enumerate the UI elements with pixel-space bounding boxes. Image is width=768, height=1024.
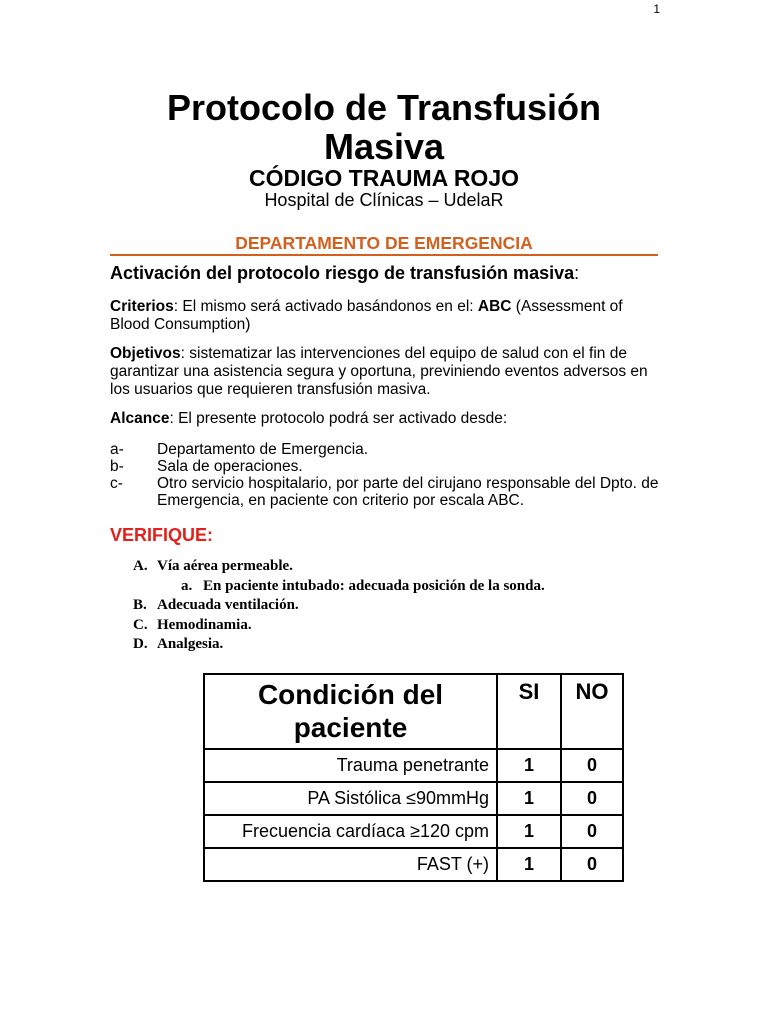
- table-header-row: [205, 675, 622, 748]
- document-title: [0, 88, 768, 166]
- alcance-list: [110, 441, 664, 509]
- activation-heading: [110, 263, 670, 283]
- checklist-text: Hemodinamia.: [157, 616, 252, 633]
- table-row: [205, 781, 622, 814]
- alcance-label: Alcance: [110, 410, 170, 427]
- criterios-label: Criterios: [110, 298, 174, 315]
- checklist-marker: B.: [133, 597, 147, 613]
- section-divider: [110, 254, 658, 256]
- checklist-text: En paciente intubado: adecuada posición de la sonda.: [203, 577, 545, 594]
- column-header-yes: SI: [496, 675, 560, 748]
- no-score-cell: 0: [560, 783, 622, 814]
- table-row: [205, 814, 622, 847]
- page-number: 1: [653, 2, 660, 16]
- checklist-marker: a.: [181, 577, 193, 594]
- list-item: [110, 458, 664, 475]
- verifique-checklist: [110, 557, 630, 655]
- checklist-text: Adecuada ventilación.: [157, 597, 299, 613]
- no-score-cell: 0: [560, 816, 622, 847]
- checklist-text: Analgesia.: [157, 636, 224, 652]
- activation-heading-colon: :: [574, 263, 580, 283]
- checklist-item: [110, 635, 630, 655]
- objetivos-label: Objetivos: [110, 345, 181, 362]
- alcance-paragraph: [110, 410, 660, 428]
- title-line-1: Protocolo de Transfusión: [166, 87, 602, 128]
- abc-term: ABC: [477, 298, 512, 315]
- list-marker: b-: [110, 458, 124, 475]
- objetivos-text: : sistematizar las intervenciones del equipo de salud con el fin de garantizar una asistencia segura y oportuna, previniendo eventos adversos en los usuarios que requieren transfusión masiva.: [110, 345, 648, 398]
- list-item-text: Departamento de Emergencia.: [157, 441, 369, 458]
- list-item: [110, 475, 664, 509]
- criterios-text-end: (Assessment of Blood Consumption): [110, 298, 623, 333]
- list-marker: a-: [110, 441, 124, 458]
- activation-heading-text: Activación del protocolo riesgo de transfusión masiva: [110, 263, 575, 283]
- checklist-item: [110, 557, 630, 577]
- condition-cell: FAST (+): [416, 854, 489, 874]
- alcance-text: : El presente protocolo podrá ser activado desde:: [169, 410, 508, 427]
- no-score-cell: 0: [560, 849, 622, 880]
- condition-cell: PA Sistólica ≤90mmHg: [307, 788, 489, 808]
- checklist-marker: D.: [133, 636, 148, 652]
- list-item: [110, 441, 664, 458]
- checklist-marker: C.: [133, 616, 148, 633]
- checklist-item: [110, 596, 630, 616]
- condition-cell: Trauma penetrante: [336, 755, 489, 775]
- verifique-heading: VERIFIQUE:: [110, 525, 214, 545]
- list-item-text: Otro servicio hospitalario, por parte del cirujano responsable del Dpto. de Emergencia, en paciente con criterio por escala ABC.: [157, 475, 659, 509]
- list-marker: c-: [110, 475, 123, 492]
- department-heading: DEPARTAMENTO DE EMERGENCIA: [235, 233, 533, 253]
- table-row: [205, 847, 622, 880]
- yes-score-cell: 1: [496, 750, 560, 781]
- no-score-cell: 0: [560, 750, 622, 781]
- protocol-code: CÓDIGO TRAUMA ROJO: [248, 165, 520, 191]
- table-row: [205, 748, 622, 781]
- checklist-item: [110, 616, 630, 636]
- abc-score-table: [203, 673, 624, 882]
- column-header-condition: Condición del paciente: [257, 679, 444, 743]
- checklist-subitem: [110, 577, 630, 597]
- condition-cell: Frecuencia cardíaca ≥120 cpm: [242, 821, 489, 841]
- objetivos-paragraph: [110, 345, 660, 399]
- title-line-2: Masiva: [323, 126, 445, 167]
- checklist-text: Vía aérea permeable.: [157, 558, 293, 574]
- yes-score-cell: 1: [496, 849, 560, 880]
- column-header-no: NO: [560, 675, 622, 748]
- criterios-paragraph: [110, 298, 660, 334]
- criterios-text: : El mismo será activado basándonos en el:: [173, 298, 478, 315]
- institution-name: Hospital de Clínicas – UdelaR: [264, 190, 504, 210]
- yes-score-cell: 1: [496, 816, 560, 847]
- yes-score-cell: 1: [496, 783, 560, 814]
- checklist-marker: A.: [133, 558, 148, 574]
- list-item-text: Sala de operaciones.: [157, 458, 303, 475]
